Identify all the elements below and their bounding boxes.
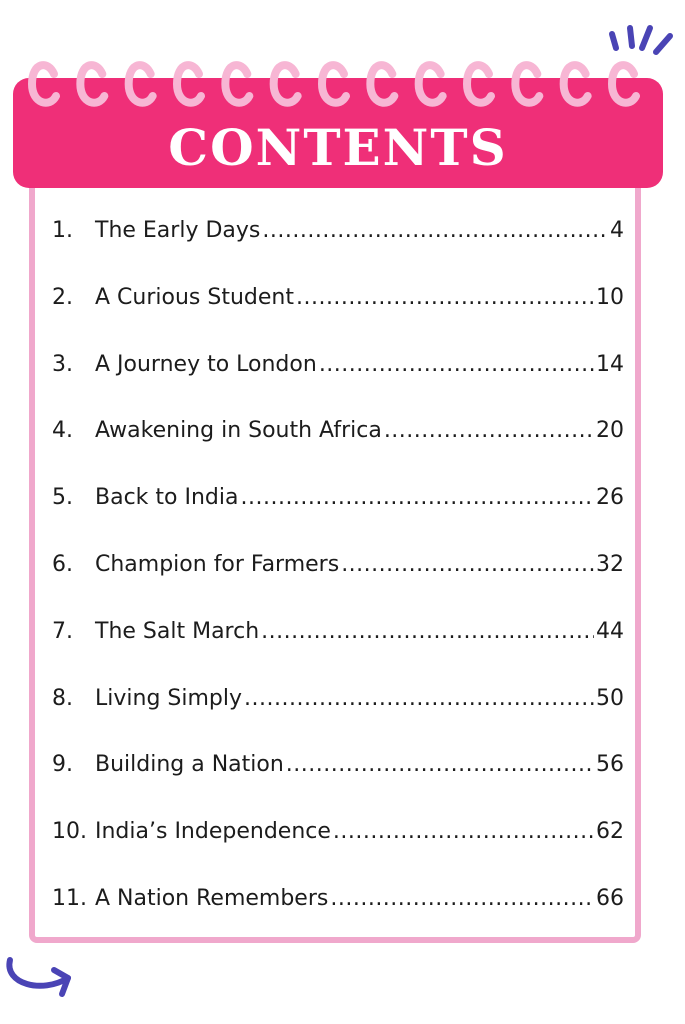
spiral-ring	[370, 65, 394, 103]
toc-entry-11[interactable]	[52, 886, 624, 953]
toc-number: 3.	[52, 351, 73, 377]
toc-entry-2[interactable]	[52, 285, 624, 352]
spiral-ring	[32, 65, 56, 103]
toc-number: 2.	[52, 284, 73, 310]
toc-page-number: 32	[596, 551, 624, 577]
dot-leader	[319, 352, 594, 377]
dot-leader	[384, 418, 594, 443]
dot-leader	[262, 218, 608, 243]
toc-number: 9.	[52, 752, 73, 778]
toc-page-number: 20	[596, 418, 624, 444]
toc-page-number: 26	[596, 485, 624, 511]
dot-leader	[333, 819, 594, 844]
toc-page-number: 66	[596, 885, 624, 911]
dot-leader	[261, 619, 594, 644]
toc-title: The Salt March	[95, 618, 260, 644]
curved-arrow-icon	[2, 950, 80, 1006]
toc-entry-6[interactable]	[52, 552, 624, 619]
toc-page-number: 10	[596, 284, 624, 310]
page-title: CONTENTS	[168, 118, 508, 177]
spiral-ring	[322, 65, 346, 103]
toc-number: 11.	[52, 885, 87, 911]
toc-title: Back to India	[95, 485, 239, 511]
spiral-ring	[225, 65, 249, 103]
toc-title: India’s Independence	[95, 819, 331, 845]
spiral-ring	[515, 65, 539, 103]
toc-entry-7[interactable]	[52, 619, 624, 686]
toc-number: 4.	[52, 418, 73, 444]
toc-title: A Nation Remembers	[95, 885, 329, 911]
toc-number: 8.	[52, 685, 73, 711]
dot-leader	[286, 752, 594, 777]
toc-page-number: 62	[596, 819, 624, 845]
toc-entry-4[interactable]	[52, 418, 624, 485]
toc-title: Building a Nation	[95, 752, 284, 778]
spiral-ring	[129, 65, 153, 103]
toc-number: 7.	[52, 618, 73, 644]
toc-title: Champion for Farmers	[95, 551, 340, 577]
spiral-ring	[177, 65, 201, 103]
toc-page-number: 44	[596, 618, 624, 644]
toc-entry-10[interactable]	[52, 819, 624, 886]
dot-leader	[296, 285, 594, 310]
toc-entry-3[interactable]	[52, 352, 624, 419]
dot-leader	[341, 552, 594, 577]
toc-page-number: 4	[610, 218, 624, 243]
table-of-contents	[52, 218, 624, 953]
toc-page-number: 50	[596, 685, 624, 711]
toc-entry-1[interactable]	[52, 218, 624, 285]
toc-number: 10.	[52, 819, 87, 845]
toc-title: A Curious Student	[95, 284, 294, 310]
toc-page-number: 56	[596, 752, 624, 778]
toc-entry-5[interactable]	[52, 485, 624, 552]
toc-title: A Journey to London	[95, 351, 317, 377]
dot-leader	[240, 485, 594, 510]
spiral-binding	[0, 0, 685, 120]
spiral-ring	[467, 65, 491, 103]
spiral-ring	[274, 65, 298, 103]
toc-number: 5.	[52, 485, 73, 511]
toc-title: The Early Days	[95, 218, 261, 243]
spiral-ring	[564, 65, 588, 103]
dot-leader	[330, 886, 594, 911]
toc-number: 1.	[52, 218, 73, 243]
toc-number: 6.	[52, 551, 73, 577]
toc-title: Awakening in South Africa	[95, 418, 382, 444]
toc-entry-8[interactable]	[52, 686, 624, 753]
toc-page-number: 14	[596, 351, 624, 377]
dot-leader	[244, 686, 594, 711]
toc-entry-9[interactable]	[52, 752, 624, 819]
spiral-ring	[612, 65, 636, 103]
spiral-ring	[80, 65, 104, 103]
sparkle-lines-icon	[604, 20, 678, 64]
spiral-ring	[419, 65, 443, 103]
toc-title: Living Simply	[95, 685, 243, 711]
